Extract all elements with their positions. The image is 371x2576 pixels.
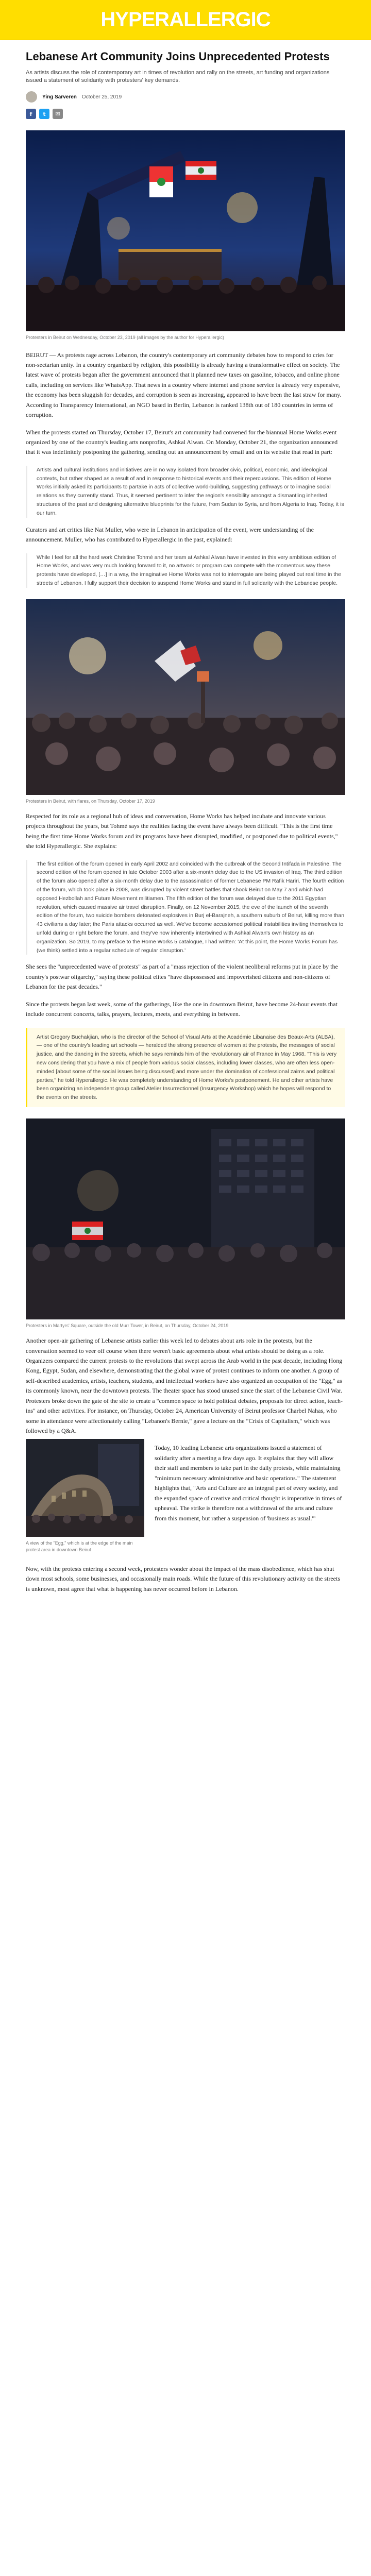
figure-1-caption: Protesters in Beirut on Wednesday, October 23, 2019 (all images by the author for Hyperallergic) xyxy=(26,335,224,341)
figure-4 xyxy=(26,1439,144,1552)
article-date: October 25, 2019 xyxy=(81,94,122,100)
author-avatar[interactable] xyxy=(26,91,37,103)
figure-3-caption: Protesters in Martyrs' Square, outside the old Murr Tower, in Beirut, on Thursday, October 24, 2019 xyxy=(26,1323,229,1328)
site-logo[interactable]: HYPERALLERGIC xyxy=(100,8,271,31)
twitter-share-icon[interactable]: t xyxy=(39,109,49,119)
quote-1: Artists and cultural institutions and initiatives are in no way isolated from broader civic, political, economic, and ideological contexts, but rather shaped as a result of and in response to historical events and their repercussions. This edition of Home Works initially asked its participants to partake in acts of collective world-building, suggesting pathways or to imagine social relations as they currently stand. Thus, it seemed pertinent to infer the region's sensibility amongst a dismantling inherited structures of the past and designing alternative blueprints for the future, from Sudan to Syria, and from Algeria to Iraq. Today, it is our turn. xyxy=(26,466,345,518)
figure-3 xyxy=(26,1118,345,1329)
byline xyxy=(26,91,345,103)
paragraph-4: Respected for its role as a regional hub of ideas and conversation, Home Works has helped incubate and innovate various projects throughout the years, but Tohmé says the realities facing the event have always been difficult. "This is the first time being the first time Home Works forum and its programs have been disrupted, modified, or postponed due to political events," she told Hyperallergic. She explains: xyxy=(26,812,338,850)
mail-share-icon[interactable]: ✉ xyxy=(53,109,63,119)
article-body-2 xyxy=(26,811,345,1107)
site-header xyxy=(0,0,371,40)
quote-4: Artist Gregory Buchakjian, who is the director of the School of Visual Arts at the Académie Libanaise des Beaux-Arts (ALBA), — one of the country's leading art schools — heralded the strong presence of women at the protests, the messages of social justice, and the dancing in the streets, which he says reminds him of the revolutionary air of France in May 1968. "This is very new considering that you have a mix of people from various social classes, including lower classes, who are often less open-minded [about some of the social issues being discussed] and more under the domination of confessional zaims and political parties," he told Hyperallergic. He was completely understanding of Home Works's postponement. He and other artists have been organizing an independent group called Atelier Insurrectionnel (Insurgency Workshop) which he hopes will respond to the events on the streets. xyxy=(26,1028,345,1107)
paragraph-5: She sees the "unprecedented wave of protests" as part of a "mass rejection of the violent neoliberal reforms put in place by the country's postwar oligarchy," saying these political elites "have dispossessed and impoverished citizens and non-citizens of Lebanon for the past decades." xyxy=(26,963,338,991)
paragraph-7: Another open-air gathering of Lebanese artists earlier this week led to debates about arts role in the protests, but the conversation seemed to veer off course when there weren't basic agreements about what artists should be doing as a role. Organizers compared the current protests to the revolutions that swept across the Arab world in the past decade, including Hong Kong, Egypt, Sudan, and elsewhere, demonstrating that the global wave of protest continues to inform one another. A group of self-described academics, artists, teachers, students, and intellectual workers have also organized an occupation of the "Egg," as its commonly known, near the downtown protests. The theater space has stood unused since the start of the Lebanese Civil War. Protesters broke down the gate of the site to create a "common space to hold political debates, proposals for direct action, teach-ins" and other activities. For instance, on Thursday, October 24, American University of Beirut professor Charbel Nahas, who some in attendance were affectionately calling "Lebanon's Bernie," gave a lecture on the "Crisis of Capitalism," which was followed by a Q&A. xyxy=(26,1337,343,1435)
egg-building-photo xyxy=(26,1439,144,1537)
facebook-share-icon[interactable]: f xyxy=(26,109,36,119)
article-body-3 xyxy=(26,1336,345,1594)
share-buttons xyxy=(26,109,345,119)
figure-1 xyxy=(26,130,345,341)
paragraph-8: Today, 10 leading Lebanese arts organizations issued a statement of solidarity after a meeting a few days ago. It explains that they will allow their staff and members to take part in the daily protests, while maintaining "minimum necessary administrative and basic operations." The statement highlights that, "Arts and Culture are an integral part of every society, and the expanded space of creative and critical thought is imperative in times of upheaval. The strike is therefore not a withdrawal of the arts and culture from this moment, but rather a suspension of 'business as usual.'" xyxy=(155,1444,342,1522)
figure-4-caption: A view of the "Egg," which is at the edge of the main protest area in downtown Beirut xyxy=(26,1540,133,1552)
paragraph-1: BEIRUT — As protests rage across Lebanon, the country's contemporary art community debates how to respond to cries for non-sectarian unity. In a country organized by religion, this possibility is already having a transformative effect on society. The latest wave of protests began after the government announced that it planned new taxes on gasoline, tobacco, and online phone calls, including on services like WhatsApp. That news in a country where internet and phone service is already very expensive, the economy has been sluggish for decades, and corruption is seen as increasing, appeared to have been the last straw for many. According to Transparency International, an NGO based in Berlin, Lebanon is ranked 138th out of 180 countries in terms of corruption. xyxy=(26,351,342,419)
quote-2: While I feel for all the hard work Christine Tohmé and her team at Ashkal Alwan have invested in this very ambitious edition of Home Works, and was very much looking forward to it, no artwork or program can compete with the momentous way these protests have developed, […] in a way, the imaginative Home Works was not to interrogate are being played out real time in the streets of Lebanon. I fully support their decision to suspend Home Works and stand in full solidarity with the Lebanese people. xyxy=(26,553,345,588)
protest-photo-1 xyxy=(26,130,345,331)
paragraph-9: Now, with the protests entering a second week, protesters wonder about the impact of the mass disobedience, which has shut down most schools, some businesses, and occasionally main roads. While the future of this revolutionary activity on the streets is unknown, most agree that what is happening has never occurred before in Lebanon. xyxy=(26,1565,340,1592)
article xyxy=(0,49,371,1615)
article-body xyxy=(26,350,345,588)
article-dek: As artists discuss the role of contemporary art in times of revolution and rally on the streets, art funding and organizations issued a statement of solidarity with protesters' key demands. xyxy=(26,69,330,84)
figure-2-caption: Protesters in Beirut, with flares, on Thursday, October 17, 2019 xyxy=(26,798,155,804)
article-title: Lebanese Art Community Joins Unprecedented Protests xyxy=(26,50,330,63)
quote-3: The first edition of the forum opened in early April 2002 and coincided with the outbreak of the Second Intifada in Palestine. The second edition of the forum opened in late October 2003 after a six-month delay due to the US invasion of Iraq. The third edition of the forum also opened after a six-month delay due to the assassination of former Lebanese PM Rafik Hariri. The fourth edition of the forum, which took place in 2008, was disrupted by violent street battles that shook Beirut on May 7 and which had opposed Hezbollah and Future Movement militiamen. The fifth edition of the forum was delayed due to the 2011 Egyptian revolution, which caused massive air travel disruption. Finally, on 12 November 2015, the eve of the launch of the seventh edition of the forum, two suicide bombers detonated explosives in Burj el-Barajneh, a southern suburb of Beirut, killing more than 43 civilians a day later; the Paris attacks occurred as well. We've become accustomed political instabilities inviting themselves to unfold during or right before the forum, and they've now inherently intertwined with Ashkal Alwan's own history as an organization. So 2019, to my preface to the Home Works 5 catalogue, I had written: 'At this point, the Home Works Forum has (we think) settled into a regular schedule of regular disruption.' xyxy=(26,860,345,955)
paragraph-6: Since the protests began last week, some of the gatherings, like the one in downtown Beirut, have become 24-hour events that include concurrent concerts, talks, prayers, lectures, meets, and everything in between. xyxy=(26,1000,338,1018)
paragraph-3: Curators and art critics like Nat Muller, who were in Lebanon in anticipation of the event, were understanding of the announcement. Muller, who has contributed to Hyperallergic in the past, explained: xyxy=(26,526,314,544)
figure-2 xyxy=(26,599,345,804)
author-link[interactable]: Ying Sarveren xyxy=(42,94,77,100)
paragraph-2: When the protests started on Thursday, October 17, Beirut's art community had convened for the biannual Home Works event organized by one of the country's leading arts nonprofits, Ashkal Alwan. On Monday, October 21, the organization announced that it was indefinitely postponing the gathering, sending out an announcement by email and on its website that read in part: xyxy=(26,428,338,456)
protest-photo-2 xyxy=(26,599,345,795)
protest-photo-3 xyxy=(26,1118,345,1319)
